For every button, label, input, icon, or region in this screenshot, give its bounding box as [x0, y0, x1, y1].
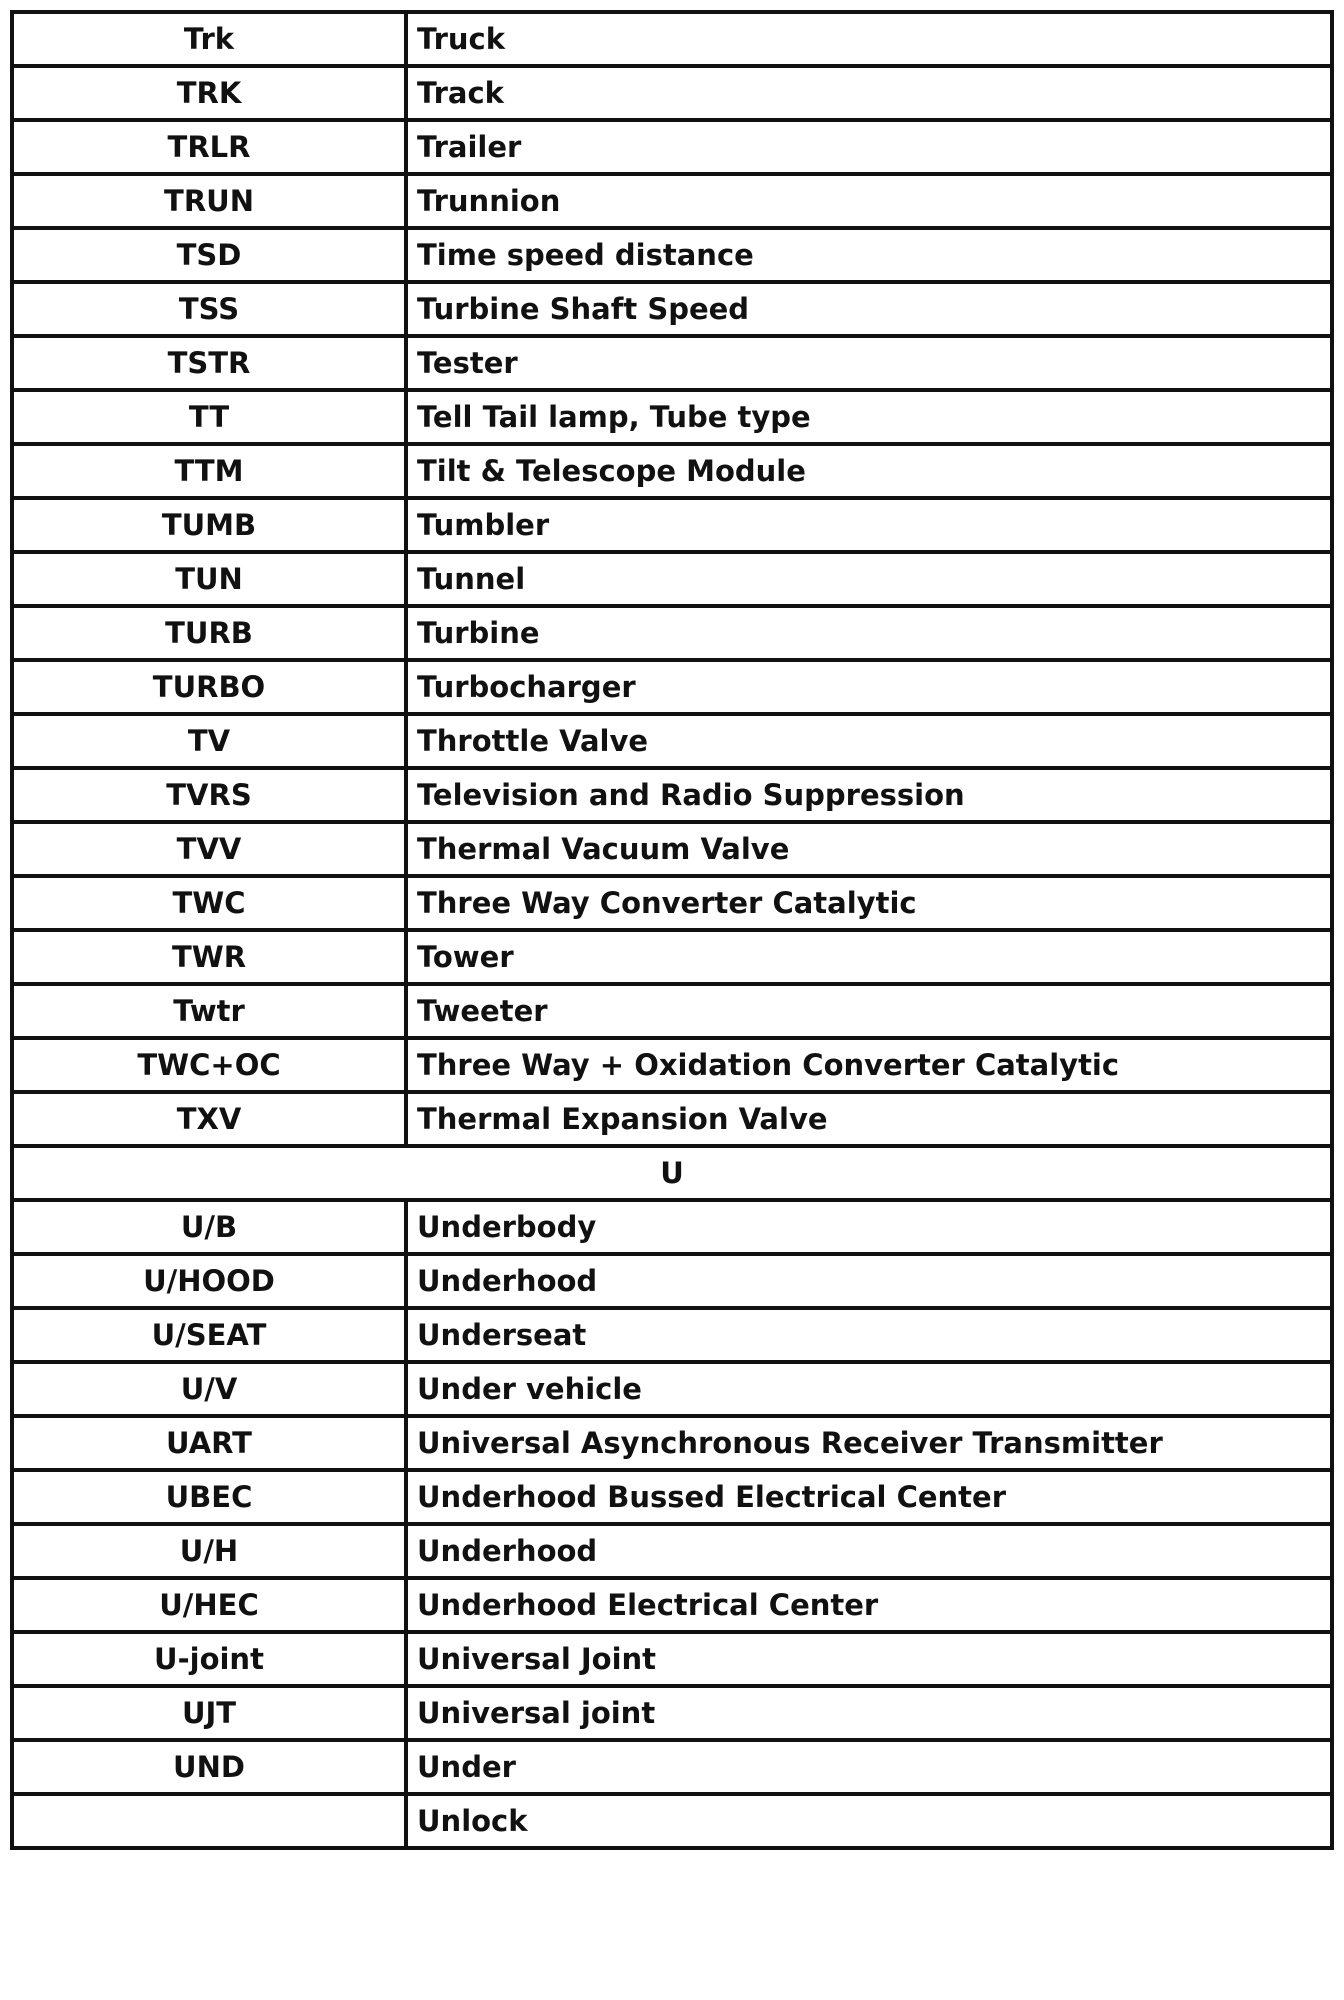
abbreviation-cell: TRUN [12, 174, 406, 228]
table-row [12, 120, 1332, 174]
abbreviation-cell: TRK [12, 66, 406, 120]
abbreviation-cell: TRLR [12, 120, 406, 174]
table-row [12, 1686, 1332, 1740]
table-row [12, 1578, 1332, 1632]
abbreviation-cell: U/SEAT [12, 1308, 406, 1362]
description-cell: Trunnion [406, 174, 1332, 228]
abbreviation-cell: TSTR [12, 336, 406, 390]
table-row [12, 1470, 1332, 1524]
section-header-row [12, 1146, 1332, 1200]
abbreviation-cell: TT [12, 390, 406, 444]
abbreviation-cell: U-joint [12, 1632, 406, 1686]
abbreviation-cell: TWC [12, 876, 406, 930]
description-cell: Turbine [406, 606, 1332, 660]
abbreviation-cell: TURBO [12, 660, 406, 714]
table-row [12, 228, 1332, 282]
abbreviation-cell: TVV [12, 822, 406, 876]
section-header-u: U [12, 1146, 1332, 1200]
description-cell: Tunnel [406, 552, 1332, 606]
description-cell: Underhood [406, 1524, 1332, 1578]
abbreviation-cell: U/HEC [12, 1578, 406, 1632]
table-row [12, 1092, 1332, 1146]
abbreviation-cell: TVRS [12, 768, 406, 822]
abbreviation-cell: U/B [12, 1200, 406, 1254]
table-row [12, 606, 1332, 660]
abbreviation-cell: UART [12, 1416, 406, 1470]
description-cell: Thermal Expansion Valve [406, 1092, 1332, 1146]
abbreviation-cell: UJT [12, 1686, 406, 1740]
abbreviation-cell [12, 1794, 406, 1848]
table-row [12, 1524, 1332, 1578]
abbreviation-cell: TTM [12, 444, 406, 498]
table-row [12, 1632, 1332, 1686]
table-row [12, 444, 1332, 498]
description-cell: Thermal Vacuum Valve [406, 822, 1332, 876]
table-row [12, 498, 1332, 552]
table-row [12, 714, 1332, 768]
description-cell: Tilt & Telescope Module [406, 444, 1332, 498]
abbreviation-cell: TSD [12, 228, 406, 282]
abbreviation-cell: U/V [12, 1362, 406, 1416]
table-row [12, 768, 1332, 822]
description-cell: Television and Radio Suppression [406, 768, 1332, 822]
abbreviation-cell: TUN [12, 552, 406, 606]
table-row [12, 1362, 1332, 1416]
description-cell: Underhood [406, 1254, 1332, 1308]
table-row [12, 552, 1332, 606]
table-row [12, 984, 1332, 1038]
abbreviation-cell: TSS [12, 282, 406, 336]
abbreviation-cell: TXV [12, 1092, 406, 1146]
abbreviation-table [10, 10, 1334, 1850]
abbreviation-cell: UBEC [12, 1470, 406, 1524]
table-row [12, 1794, 1332, 1848]
description-cell: Three Way Converter Catalytic [406, 876, 1332, 930]
description-cell: Under [406, 1740, 1332, 1794]
description-cell: Underseat [406, 1308, 1332, 1362]
table-row [12, 1038, 1332, 1092]
description-cell: Underhood Electrical Center [406, 1578, 1332, 1632]
description-cell: Tester [406, 336, 1332, 390]
table-row [12, 1740, 1332, 1794]
table-row [12, 390, 1332, 444]
table-row [12, 336, 1332, 390]
abbreviation-cell: U/HOOD [12, 1254, 406, 1308]
abbreviation-cell: TWC+OC [12, 1038, 406, 1092]
description-cell: Under vehicle [406, 1362, 1332, 1416]
description-cell: Underbody [406, 1200, 1332, 1254]
description-cell: Truck [406, 12, 1332, 66]
abbreviation-cell: TUMB [12, 498, 406, 552]
abbreviation-cell: Twtr [12, 984, 406, 1038]
description-cell: Track [406, 66, 1332, 120]
description-cell: Tumbler [406, 498, 1332, 552]
description-cell: Turbocharger [406, 660, 1332, 714]
description-cell: Universal Asynchronous Receiver Transmitter [406, 1416, 1332, 1470]
table-row [12, 1200, 1332, 1254]
table-row [12, 282, 1332, 336]
abbreviation-cell: Trk [12, 12, 406, 66]
abbreviation-cell: TWR [12, 930, 406, 984]
description-cell: Tweeter [406, 984, 1332, 1038]
description-cell: Tell Tail lamp, Tube type [406, 390, 1332, 444]
description-cell: Turbine Shaft Speed [406, 282, 1332, 336]
abbreviation-cell: UND [12, 1740, 406, 1794]
abbreviation-cell: U/H [12, 1524, 406, 1578]
description-cell: Three Way + Oxidation Converter Catalytic [406, 1038, 1332, 1092]
abbreviation-cell: TURB [12, 606, 406, 660]
table-row [12, 876, 1332, 930]
table-row [12, 930, 1332, 984]
table-row [12, 1416, 1332, 1470]
description-cell: Trailer [406, 120, 1332, 174]
description-cell: Underhood Bussed Electrical Center [406, 1470, 1332, 1524]
description-cell: Time speed distance [406, 228, 1332, 282]
table-body [12, 12, 1332, 1848]
description-cell: Universal Joint [406, 1632, 1332, 1686]
table-row [12, 1308, 1332, 1362]
table-row [12, 174, 1332, 228]
description-cell: Universal joint [406, 1686, 1332, 1740]
table-row [12, 12, 1332, 66]
table-row [12, 822, 1332, 876]
description-cell: Throttle Valve [406, 714, 1332, 768]
table-row [12, 66, 1332, 120]
abbreviation-cell: TV [12, 714, 406, 768]
description-cell: Tower [406, 930, 1332, 984]
description-cell: Unlock [406, 1794, 1332, 1848]
table-row [12, 1254, 1332, 1308]
table-row [12, 660, 1332, 714]
